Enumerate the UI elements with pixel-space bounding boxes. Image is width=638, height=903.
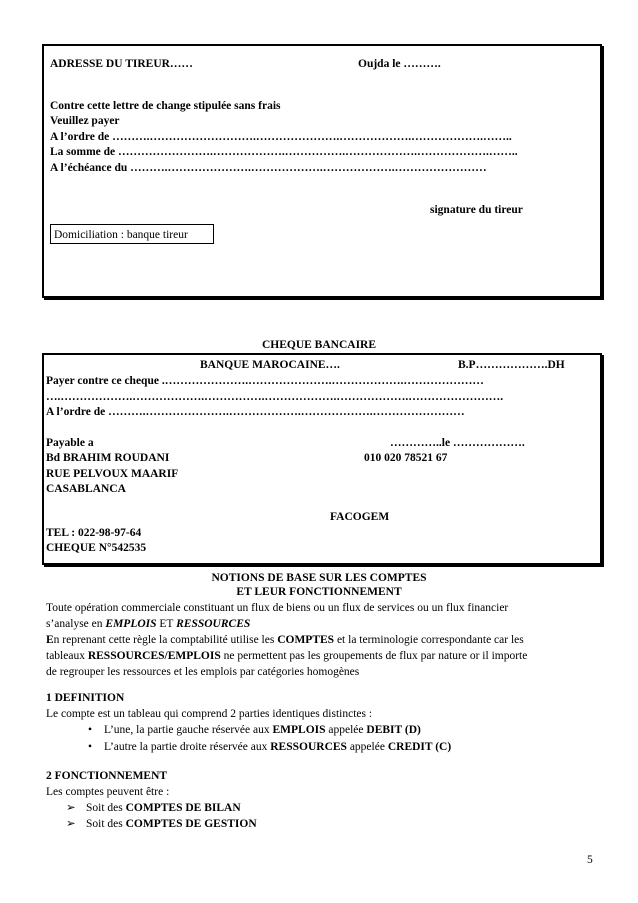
credit-term: CREDIT (C) — [387, 741, 452, 753]
page-number: 5 — [587, 854, 593, 866]
paragraph-1-line-1: Toute opération commerciale constituant un flux de biens ou un flux de services ou un flux financier — [46, 602, 509, 614]
cheque-bp: B.P……………….DH — [458, 359, 565, 371]
fonctionnement-item-2 — [86, 816, 257, 832]
cheque-ordre: A l’ordre de ……….………………….……………….……………….…………………… — [46, 406, 465, 418]
lieu-date: Oujda le ………. — [358, 58, 441, 70]
cheque-address-3: CASABLANCA — [46, 483, 126, 495]
cheque-payer: Payer contre ce cheque .………………….………………….……………….………………… — [46, 375, 484, 387]
paragraph-2 — [46, 632, 601, 680]
comptes-term: COMPTES — [277, 634, 335, 646]
notions-title-2: ET LEUR FONCTIONNEMENT — [236, 586, 402, 598]
domiciliation-box: Domiciliation : banque tireur — [50, 224, 214, 244]
lettre-line-2: Veuillez payer — [50, 115, 120, 127]
emplois-term: EMPLOIS — [272, 724, 326, 736]
definition-item-2 — [104, 739, 451, 755]
cheque-address-1: Bd BRAHIM ROUDANI — [46, 452, 170, 464]
paragraph-1 — [46, 600, 601, 632]
comptes-bilan-term: COMPTES DE BILAN — [125, 802, 241, 814]
ressources-term: RESSOURCES — [176, 618, 251, 630]
text: et la terminologie correspondante car les — [334, 634, 524, 646]
fonctionnement-heading: 2 FONCTIONNEMENT — [46, 770, 168, 782]
cheque-payable: Payable a — [46, 437, 94, 449]
text: L’autre la partie droite réservée aux — [104, 741, 271, 753]
cheque-title: CHEQUE BANCAIRE — [261, 339, 377, 351]
lettre-de-change-box — [42, 44, 602, 298]
paragraph-2-line-3: de regrouper les ressources et les emplois par catégories homogènes — [46, 666, 360, 678]
text: n reprenant cette règle la comptabilité utilise les — [53, 634, 278, 646]
text: Soit des — [86, 818, 126, 830]
adresse-tireur: ADRESSE DU TIREUR…… — [50, 58, 193, 70]
text: Soit des — [86, 802, 126, 814]
cheque-date-le: …………..le ………………. — [390, 437, 525, 449]
cheque-account-number: 010 020 78521 67 — [364, 452, 448, 464]
signature-tireur: signature du tireur — [430, 204, 523, 216]
comptes-gestion-term: COMPTES DE GESTION — [125, 818, 257, 830]
cheque-numero: CHEQUE N°542535 — [46, 542, 147, 554]
text: s’analyse en — [46, 618, 106, 630]
bullet-icon: • — [88, 741, 93, 753]
notions-title-1: NOTIONS DE BASE SUR LES COMPTES — [211, 572, 427, 584]
text: appelée — [346, 741, 388, 753]
text: appelée — [325, 724, 367, 736]
definition-intro: Le compte est un tableau qui comprend 2 parties identiques distinctes : — [46, 708, 373, 720]
lettre-ordre: A l’ordre de ……….……………………….………………….……………….……………….…….. — [50, 131, 512, 143]
ressources-emplois-term: RESSOURCES/EMPLOIS — [87, 650, 221, 662]
debit-term: DEBIT (D) — [366, 724, 421, 736]
bullet-icon: • — [88, 724, 93, 736]
paragraph-1-line-2 — [46, 616, 601, 632]
definition-heading: 1 DEFINITION — [46, 692, 125, 704]
cheque-dots-line: ….……………….……………….…………….……………….……………….……………………. — [46, 391, 504, 403]
text: L’une, la partie gauche réservée aux — [104, 724, 273, 736]
emplois-term: EMPLOIS — [105, 618, 157, 630]
text: ET — [156, 618, 177, 630]
text: ne permettent pas les groupements de flux par nature or il importe — [220, 650, 528, 662]
definition-item-1 — [104, 722, 421, 738]
fonctionnement-intro: Les comptes peuvent être : — [46, 786, 170, 798]
paragraph-2-line-2 — [46, 648, 601, 664]
text: E — [46, 634, 54, 646]
cheque-societe: FACOGEM — [330, 511, 390, 523]
fonctionnement-item-1 — [86, 800, 241, 816]
text: tableaux — [46, 650, 88, 662]
lettre-somme: La somme de …………………….……………….…………….……………….……………….…….. — [50, 146, 518, 158]
cheque-banque: BANQUE MAROCAINE…. — [200, 359, 340, 371]
cheque-tel: TEL : 022-98-97-64 — [46, 527, 142, 539]
cheque-box — [42, 353, 602, 565]
ressources-term: RESSOURCES — [270, 741, 347, 753]
arrow-bullet-icon: ➢ — [66, 802, 76, 814]
lettre-echeance: A l’échéance du ……….………………….……………….……………….…………………… — [50, 162, 487, 174]
lettre-line-1: Contre cette lettre de change stipulée sans frais — [50, 100, 281, 112]
cheque-address-2: RUE PELVOUX MAARIF — [46, 468, 179, 480]
paragraph-2-line-1 — [46, 632, 601, 648]
arrow-bullet-icon: ➢ — [66, 818, 76, 830]
